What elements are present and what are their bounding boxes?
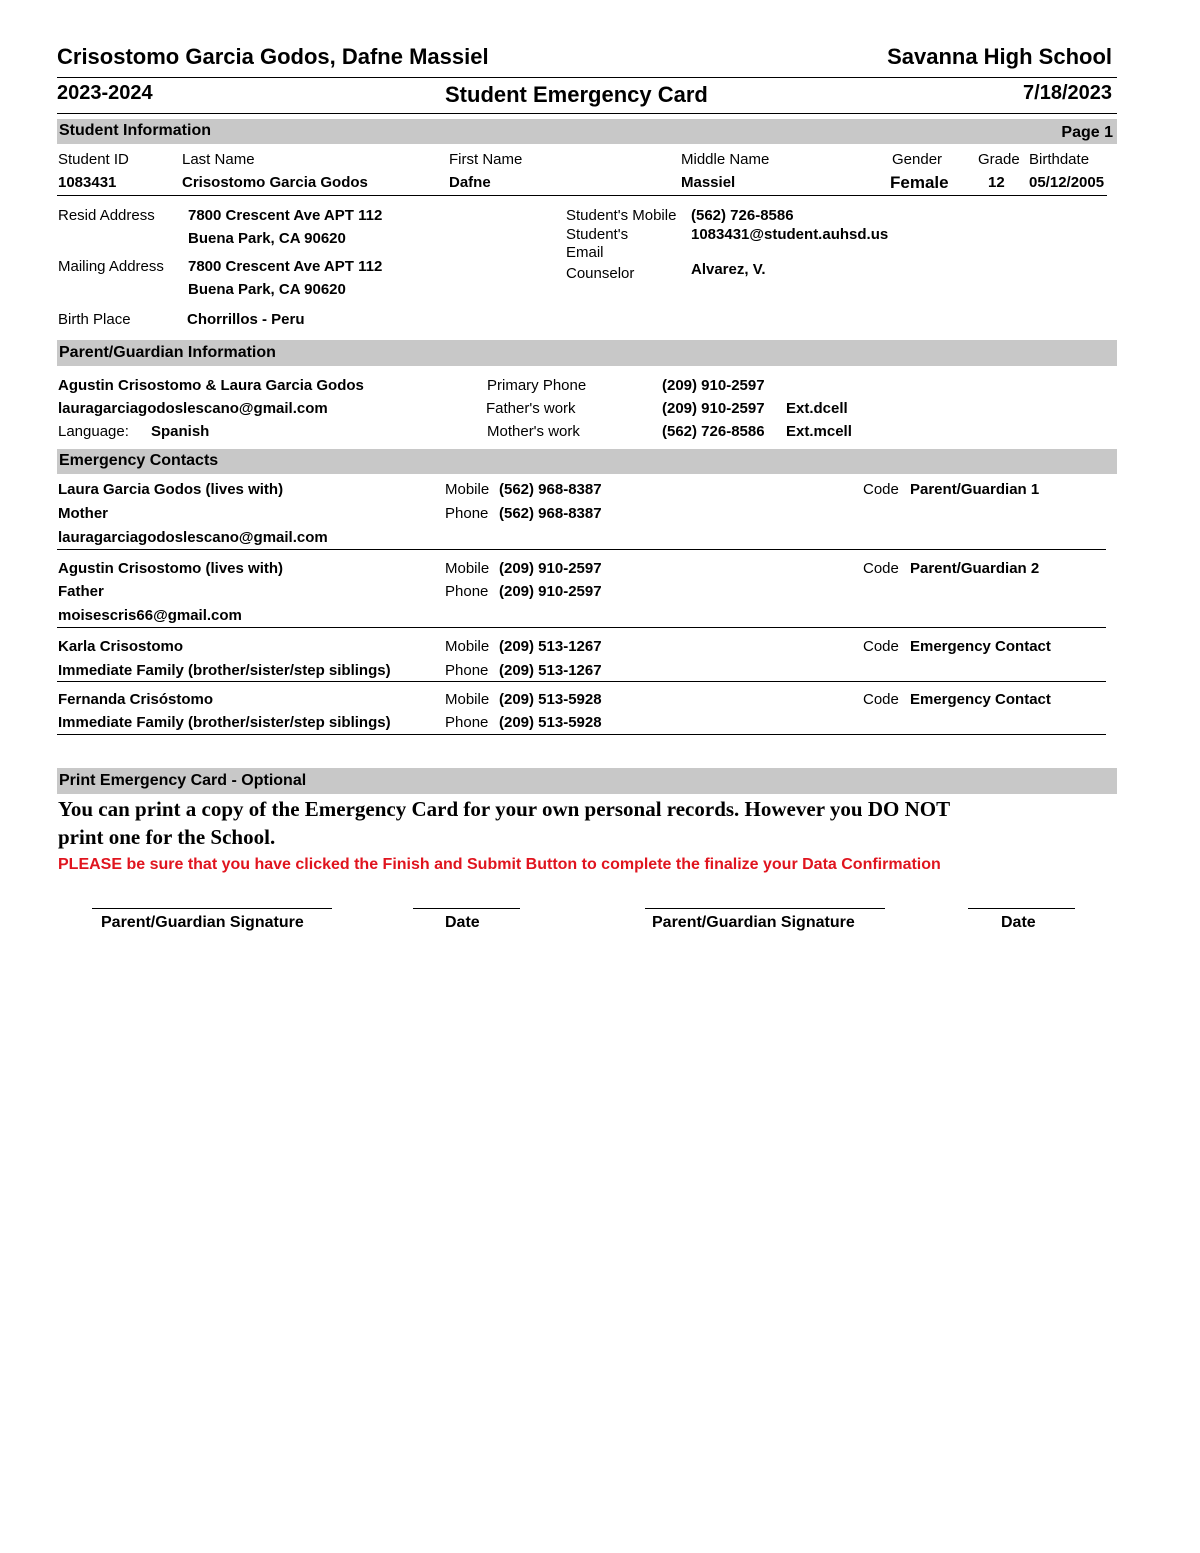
student-id: 1083431 [58,174,117,191]
contact-2-phone-label: Phone [445,583,489,600]
label-counselor: Counselor [566,265,635,282]
contact-3-divider [57,681,1106,682]
mailing-address-line1: 7800 Crescent Ave APT 112 [188,258,383,275]
print-card-title: Print Emergency Card - Optional [59,772,307,789]
last-name: Crisostomo Garcia Godos [182,174,368,191]
contact-2-phone: (209) 910-2597 [499,583,602,600]
contact-4-code: Emergency Contact [910,691,1051,708]
contact-2-divider [57,627,1106,628]
date-line-2 [968,908,1075,909]
label-last-name: Last Name [182,151,255,168]
submit-warning: PLEASE be sure that you have clicked the Finish and Submit Button to complete the finalize your Data Confirmation [58,856,941,873]
student-mobile: (562) 726-8586 [691,207,794,224]
contact-1-phone: (562) 968-8387 [499,505,602,522]
signature-label-1: Parent/Guardian Signature [101,914,304,931]
emergency-contacts-header [57,449,1117,474]
contact-4-mobile-label: Mobile [445,691,490,708]
label-language: Language: [58,423,129,440]
label-gender: Gender [892,151,943,168]
contact-4-code-label: Code [863,691,899,708]
contact-2-relation: Father [58,583,104,600]
contact-4-relation: Immediate Family (brother/sister/step siblings) [58,714,391,731]
label-first-name: First Name [449,151,523,168]
student-email: 1083431@student.auhsd.us [691,226,889,243]
student-info-title: Student Information [59,122,211,139]
label-resid-address: Resid Address [58,207,155,224]
date-label-2: Date [1001,914,1036,931]
print-message-line1: You can print a copy of the Emergency Card for your own personal records. However you DO NOT [58,797,951,821]
contact-4-name: Fernanda Crisóstomo [58,691,214,708]
primary-phone: (209) 910-2597 [662,377,765,394]
language: Spanish [151,423,210,440]
contact-2-code: Parent/Guardian 2 [910,560,1040,577]
resid-address-line2: Buena Park, CA 90620 [188,230,346,247]
grade: 12 [988,174,1005,191]
parent-info-title: Parent/Guardian Information [59,344,276,361]
contact-1-relation: Mother [58,505,108,522]
contact-3-name: Karla Crisostomo [58,638,184,655]
signature-label-2: Parent/Guardian Signature [652,914,855,931]
signature-line-2 [645,908,885,909]
contact-1-code: Parent/Guardian 1 [910,481,1040,498]
contact-2-code-label: Code [863,560,899,577]
parent-email: lauragarciagodoslescano@gmail.com [58,400,328,417]
school-name: Savanna High School [887,44,1112,69]
resid-address-line1: 7800 Crescent Ave APT 112 [188,207,383,224]
birth-place: Chorrillos - Peru [187,311,305,328]
page-number: Page 1 [1061,124,1113,141]
header-rule-2 [57,113,1117,114]
mothers-work-ext: Ext.mcell [786,423,852,440]
header-rule [57,77,1117,78]
label-fathers-work: Father's work [486,400,576,417]
student-info-header [57,119,1117,144]
middle-name: Massiel [681,174,736,191]
contact-4-mobile: (209) 513-5928 [499,691,602,708]
label-birthdate: Birthdate [1029,151,1090,168]
parent-names: Agustin Crisostomo & Laura Garcia Godos [58,377,364,394]
contact-1-email: lauragarciagodoslescano@gmail.com [58,529,328,546]
print-card-header [57,768,1117,794]
contact-3-code-label: Code [863,638,899,655]
print-message-line2: print one for the School. [58,825,276,849]
contact-1-divider [57,549,1106,550]
label-student-mobile: Student's Mobile [566,207,677,224]
first-name: Dafne [449,174,491,191]
contact-3-mobile-label: Mobile [445,638,490,655]
contact-4-phone: (209) 513-5928 [499,714,602,731]
label-student-id: Student ID [58,151,129,168]
date-line-1 [413,908,520,909]
page-title: Student Emergency Card [445,82,708,107]
contact-1-phone-label: Phone [445,505,489,522]
label-birth-place: Birth Place [58,311,131,328]
contact-1-mobile: (562) 968-8387 [499,481,602,498]
mothers-work-phone: (562) 726-8586 [662,423,765,440]
birthdate: 05/12/2005 [1029,174,1105,191]
contact-3-phone: (209) 513-1267 [499,662,602,679]
signature-line-1 [92,908,332,909]
contact-2-mobile-label: Mobile [445,560,490,577]
school-year: 2023-2024 [57,82,153,104]
contact-2-email: moisescris66@gmail.com [58,607,242,624]
contact-3-code: Emergency Contact [910,638,1051,655]
contact-2-mobile: (209) 910-2597 [499,560,602,577]
print-date: 7/18/2023 [1023,82,1112,104]
fathers-work-phone: (209) 910-2597 [662,400,765,417]
parent-info-header [57,340,1117,366]
contact-1-code-label: Code [863,481,899,498]
contact-1-mobile-label: Mobile [445,481,490,498]
label-student-email-2: Email [566,244,604,261]
label-student-email-1: Student's [566,226,629,243]
fathers-work-ext: Ext.dcell [786,400,848,417]
label-middle-name: Middle Name [681,151,770,168]
emergency-contacts-title: Emergency Contacts [59,452,219,469]
contact-3-mobile: (209) 513-1267 [499,638,602,655]
contact-4-phone-label: Phone [445,714,489,731]
label-mailing-address: Mailing Address [58,258,164,275]
contact-3-relation: Immediate Family (brother/sister/step siblings) [58,662,391,679]
contact-4-divider [57,734,1106,735]
counselor: Alvarez, V. [691,261,766,278]
student-row-rule [57,195,1107,196]
date-label-1: Date [445,914,480,931]
label-grade: Grade [978,151,1020,168]
gender: Female [890,173,949,192]
student-full-name: Crisostomo Garcia Godos, Dafne Massiel [57,44,489,69]
contact-1-name: Laura Garcia Godos (lives with) [58,481,284,498]
contact-3-phone-label: Phone [445,662,489,679]
label-mothers-work: Mother's work [487,423,580,440]
label-primary-phone: Primary Phone [487,377,587,394]
contact-2-name: Agustin Crisostomo (lives with) [58,560,284,577]
mailing-address-line2: Buena Park, CA 90620 [188,281,346,298]
